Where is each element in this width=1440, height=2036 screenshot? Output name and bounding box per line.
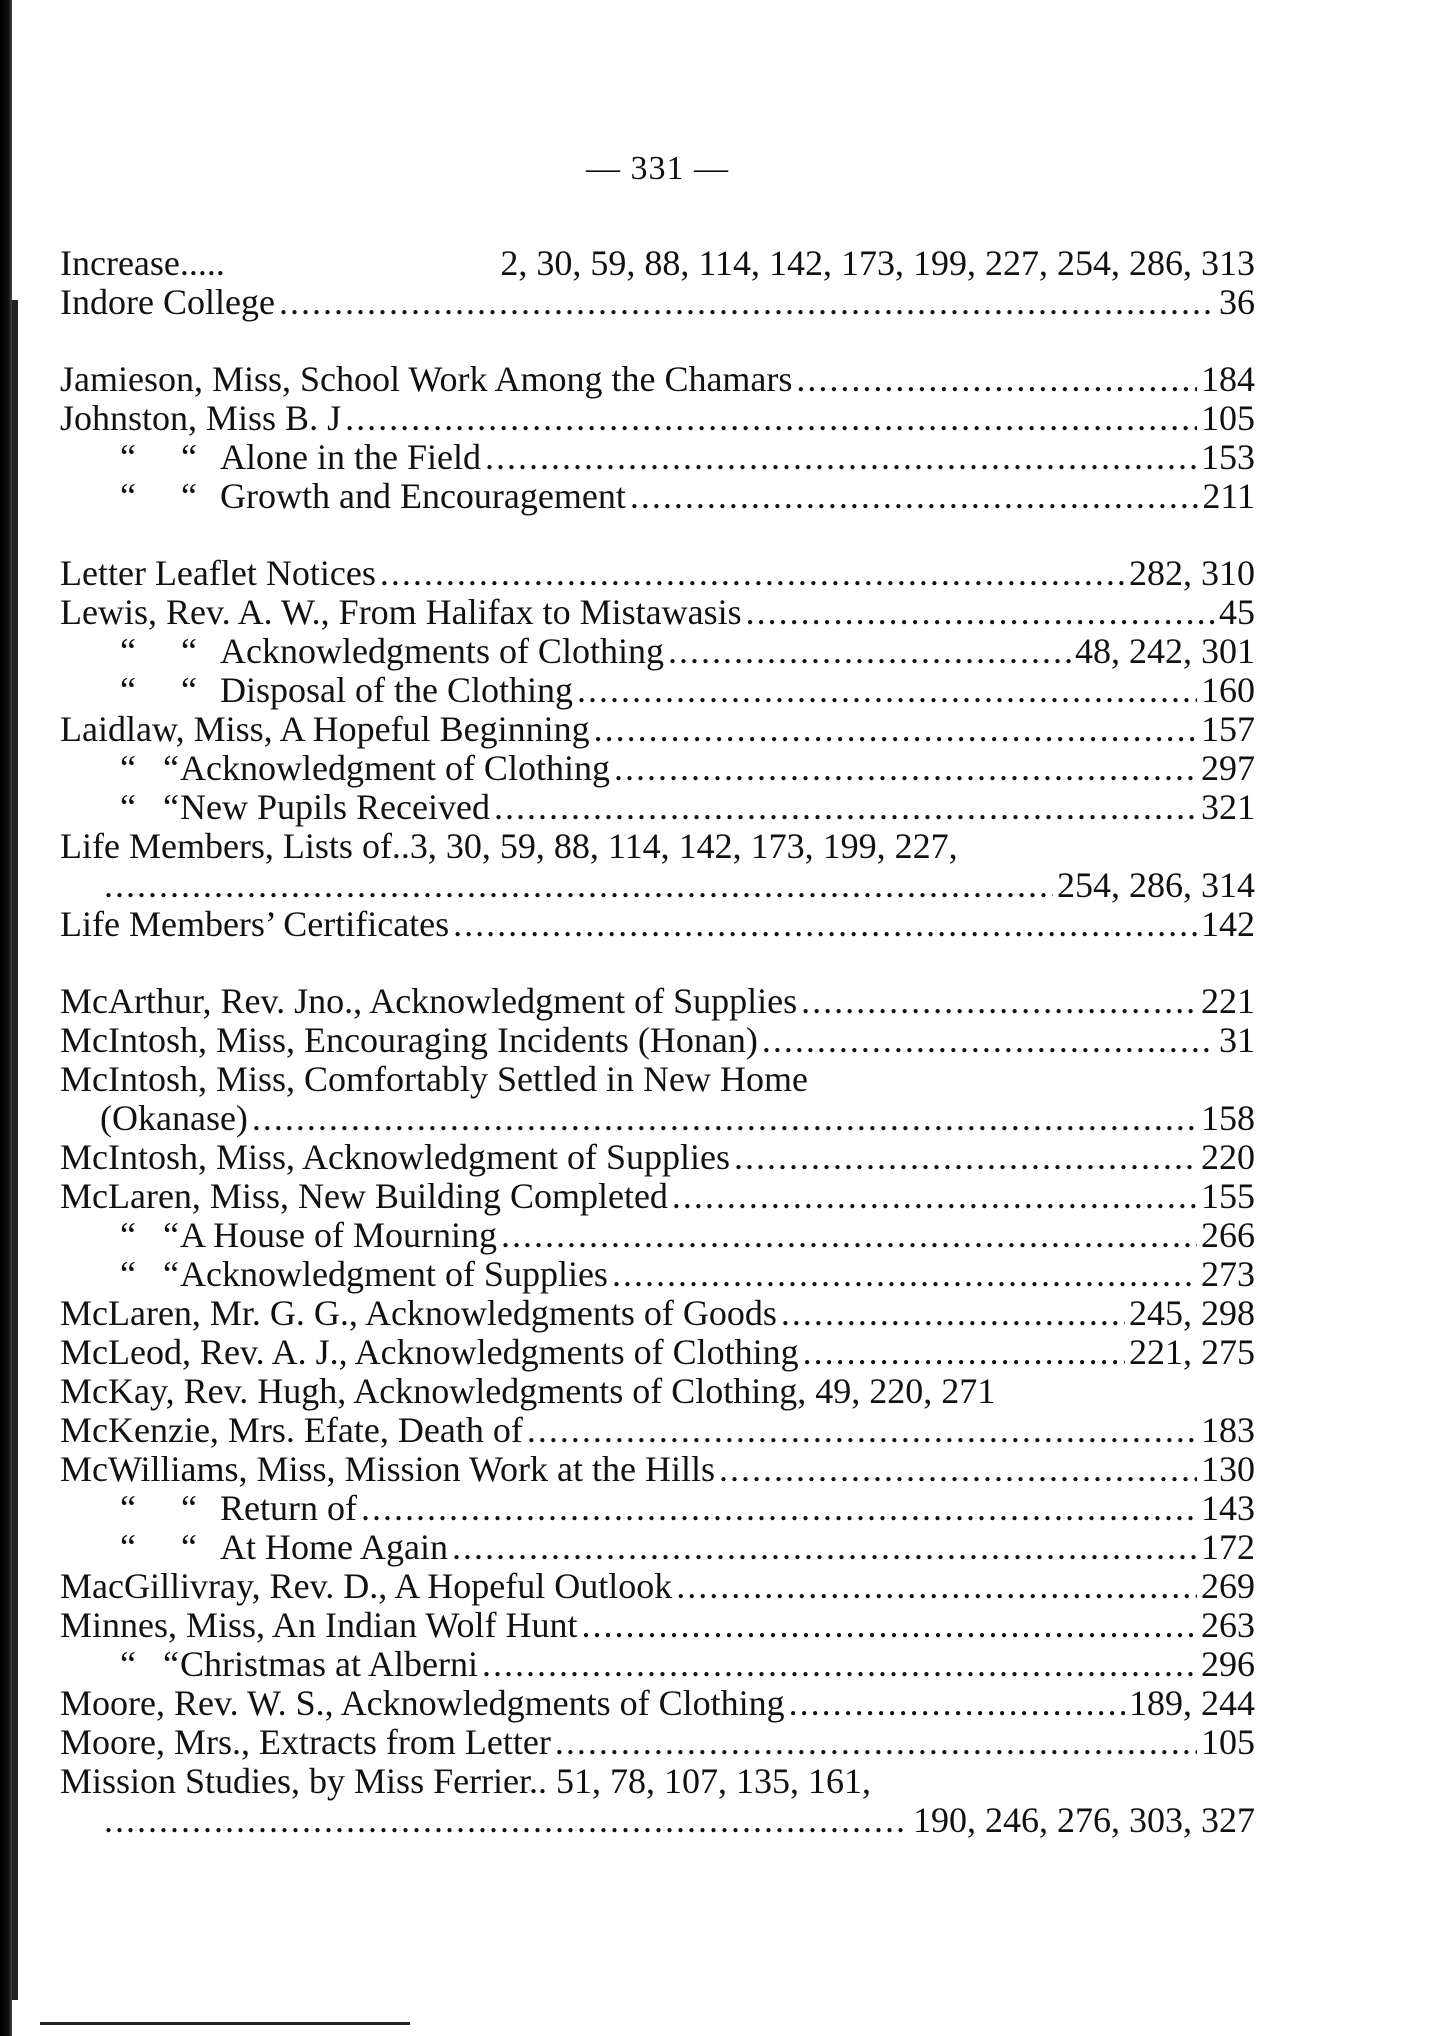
ditto-marks: “ “: [120, 631, 197, 671]
entry-pages: 254, 286, 314: [1057, 865, 1255, 905]
index-entry: [60, 1684, 1255, 1723]
section-gap: [60, 516, 1255, 554]
entry-title: Alone in the Field: [220, 437, 481, 477]
index-entry: [60, 1489, 1255, 1528]
entry-title: Return of: [220, 1488, 357, 1528]
entry-pages: 296: [1201, 1644, 1255, 1684]
book-binding-edge: [0, 0, 12, 2036]
entry-title: Acknowledgment of Clothing: [180, 748, 610, 788]
entry-title: Increase.....: [60, 243, 225, 283]
entry-title: McIntosh, Miss, Comfortably Settled in New Home: [60, 1059, 808, 1099]
dot-leader: [494, 788, 1197, 827]
entry-title: McKenzie, Mrs. Efate, Death of: [60, 1410, 523, 1450]
entry-pages: 142: [1201, 904, 1255, 944]
index-page: [60, 150, 1255, 1840]
page-number: — 331 —: [586, 150, 729, 187]
entry-title: At Home Again: [220, 1527, 448, 1567]
dot-leader: [252, 1099, 1197, 1138]
ditto-marks: “ “: [120, 1527, 197, 1567]
entry-title: (Okanase): [100, 1098, 248, 1138]
entry-pages: 263: [1201, 1605, 1255, 1645]
entry-title: Acknowledgments of Clothing: [220, 631, 664, 671]
index-entry: [60, 827, 1255, 866]
index-entry: [60, 1645, 1255, 1684]
entry-title: Life Members’ Certificates: [60, 904, 450, 944]
entry-pages: 172: [1201, 1527, 1255, 1567]
entry-title: McKay, Rev. Hugh, Acknowledgments of Clothing, 49, 220, 271: [60, 1371, 996, 1411]
dot-leader: [279, 283, 1215, 322]
index-entry: [60, 1333, 1255, 1372]
dot-leader: [104, 1801, 909, 1840]
dot-leader: [501, 1216, 1197, 1255]
index-entry: [60, 1567, 1255, 1606]
dot-leader: [734, 1138, 1197, 1177]
section-gap: [60, 944, 1255, 982]
dot-leader: [789, 1684, 1125, 1723]
entry-title: Growth and Encouragement: [220, 476, 626, 516]
entry-title: Life Members, Lists of..3, 30, 59, 88, 114, 142, 173, 199, 227,: [60, 826, 958, 866]
dot-leader: [612, 1255, 1197, 1294]
index-entry: [60, 1138, 1255, 1177]
entry-title: A House of Mourning: [180, 1215, 497, 1255]
index-entry: [60, 593, 1255, 632]
index-entry: [60, 1099, 1255, 1138]
index-entry: [60, 1450, 1255, 1489]
index-entry: [60, 1801, 1255, 1840]
entry-pages: 184: [1201, 359, 1255, 399]
ditto-marks: “ “: [120, 787, 179, 827]
dot-leader: [527, 1411, 1197, 1450]
entry-title: Lewis, Rev. A. W., From Halifax to Mistawasis: [60, 592, 742, 632]
dot-leader: [482, 1645, 1197, 1684]
entry-title: Johnston, Miss B. J: [60, 398, 342, 438]
entry-title: McArthur, Rev. Jno., Acknowledgment of Supplies: [60, 981, 798, 1021]
index-entry: [60, 477, 1255, 516]
entry-pages: 36: [1219, 282, 1255, 322]
entry-pages: 31: [1219, 1020, 1255, 1060]
entry-title: McLaren, Mr. G. G., Acknowledgments of Goods: [60, 1293, 777, 1333]
entry-title: Disposal of the Clothing: [220, 670, 573, 710]
ditto-marks: “ “: [120, 1644, 179, 1684]
dot-leader: [630, 477, 1198, 516]
dot-leader: [719, 1450, 1197, 1489]
ditto-marks: “ “: [120, 1215, 179, 1255]
dot-leader: [452, 1528, 1197, 1567]
dot-leader: [614, 749, 1197, 788]
index-entry: [60, 1372, 1255, 1411]
entry-pages: 297: [1201, 748, 1255, 788]
index-entry: [60, 1177, 1255, 1216]
index-entry: [60, 905, 1255, 944]
dot-leader: [345, 399, 1197, 438]
entry-title: McLaren, Miss, New Building Completed: [60, 1176, 668, 1216]
dot-leader: [746, 593, 1215, 632]
dot-leader: [803, 1333, 1125, 1372]
dot-leader: [594, 710, 1197, 749]
entry-pages: 105: [1201, 398, 1255, 438]
index-entry: [60, 1294, 1255, 1333]
ditto-marks: “ “: [120, 670, 197, 710]
entry-title: Acknowledgment of Supplies: [180, 1254, 608, 1294]
book-binding-shadow: [12, 300, 18, 2000]
entry-title: Christmas at Alberni: [180, 1644, 478, 1684]
entry-pages: 153: [1201, 437, 1255, 477]
entry-pages: 221, 275: [1129, 1332, 1255, 1372]
dot-leader: [796, 360, 1197, 399]
index-entry: [60, 399, 1255, 438]
index-entry: [60, 632, 1255, 671]
ditto-marks: “ “: [120, 1254, 179, 1294]
entry-title: MacGillivray, Rev. D., A Hopeful Outlook: [60, 1566, 673, 1606]
dot-leader: [762, 1021, 1215, 1060]
index-entry: [60, 1216, 1255, 1255]
section-gap: [60, 322, 1255, 360]
dot-leader: [676, 1567, 1197, 1606]
entry-pages: 48, 242, 301: [1075, 631, 1255, 671]
entry-title: McWilliams, Miss, Mission Work at the Hills: [60, 1449, 715, 1489]
dot-leader: [361, 1489, 1197, 1528]
index-entry: [60, 1411, 1255, 1450]
entry-pages: 321: [1201, 787, 1255, 827]
entry-title: Jamieson, Miss, School Work Among the Chamars: [60, 359, 793, 399]
dot-leader: [781, 1294, 1125, 1333]
ditto-marks: “ “: [120, 748, 179, 788]
index-entry: [60, 1723, 1255, 1762]
entry-pages: 2, 30, 59, 88, 114, 142, 173, 199, 227, 254, 286, 313: [500, 243, 1255, 283]
index-entry: [60, 866, 1255, 905]
index-entry: [60, 788, 1255, 827]
dot-leader: [801, 982, 1197, 1021]
index-entry: [60, 1762, 1255, 1801]
ditto-marks: “ “: [120, 476, 197, 516]
entry-pages: 143: [1201, 1488, 1255, 1528]
entry-pages: 158: [1201, 1098, 1255, 1138]
entry-pages: 282, 310: [1129, 553, 1255, 593]
index-list: [60, 244, 1255, 1840]
index-entry: [60, 554, 1255, 593]
entry-title: McIntosh, Miss, Encouraging Incidents (Honan): [60, 1020, 758, 1060]
dot-leader: [485, 438, 1197, 477]
index-entry: [60, 1255, 1255, 1294]
index-entry: [60, 1021, 1255, 1060]
index-entry: [60, 982, 1255, 1021]
index-entry: [60, 360, 1255, 399]
index-entry: [60, 1606, 1255, 1645]
entry-title: McLeod, Rev. A. J., Acknowledgments of Clothing: [60, 1332, 799, 1372]
entry-title: Moore, Mrs., Extracts from Letter: [60, 1722, 551, 1762]
index-entry: [60, 438, 1255, 477]
entry-pages: 157: [1201, 709, 1255, 749]
footer-rule: [40, 2022, 410, 2025]
ditto-marks: “ “: [120, 437, 197, 477]
entry-title: New Pupils Received: [180, 787, 490, 827]
entry-pages: 269: [1201, 1566, 1255, 1606]
entry-pages: 160: [1201, 670, 1255, 710]
entry-pages: 211: [1202, 476, 1255, 516]
index-entry: [60, 710, 1255, 749]
index-entry: [60, 749, 1255, 788]
dot-leader: [453, 905, 1197, 944]
entry-pages: 155: [1201, 1176, 1255, 1216]
entry-pages: 190, 246, 276, 303, 327: [913, 1800, 1255, 1840]
dot-leader: [581, 1606, 1197, 1645]
entry-pages: 105: [1201, 1722, 1255, 1762]
entry-pages: 266: [1201, 1215, 1255, 1255]
index-entry: [60, 1060, 1255, 1099]
entry-title: Moore, Rev. W. S., Acknowledgments of Clothing: [60, 1683, 785, 1723]
entry-title: Indore College: [60, 282, 275, 322]
dot-leader: [672, 1177, 1197, 1216]
dot-leader: [104, 866, 1053, 905]
entry-pages: 183: [1201, 1410, 1255, 1450]
entry-pages: 220: [1201, 1137, 1255, 1177]
entry-title: Laidlaw, Miss, A Hopeful Beginning: [60, 709, 590, 749]
entry-pages: 189, 244: [1129, 1683, 1255, 1723]
ditto-marks: “ “: [120, 1488, 197, 1528]
entry-title: Letter Leaflet Notices: [60, 553, 376, 593]
entry-title: Minnes, Miss, An Indian Wolf Hunt: [60, 1605, 578, 1645]
dot-leader: [668, 632, 1071, 671]
index-entry: [60, 244, 1255, 283]
entry-pages: 130: [1201, 1449, 1255, 1489]
dot-leader: [555, 1723, 1197, 1762]
entry-title: Mission Studies, by Miss Ferrier.. 51, 78, 107, 135, 161,: [60, 1761, 872, 1801]
dot-leader: [577, 671, 1197, 710]
index-entry: [60, 1528, 1255, 1567]
entry-pages: 45: [1219, 592, 1255, 632]
entry-pages: 221: [1201, 981, 1255, 1021]
index-entry: [60, 283, 1255, 322]
entry-pages: 273: [1201, 1254, 1255, 1294]
entry-title: McIntosh, Miss, Acknowledgment of Supplies: [60, 1137, 730, 1177]
dot-leader: [380, 554, 1125, 593]
index-entry: [60, 671, 1255, 710]
entry-pages: 245, 298: [1129, 1293, 1255, 1333]
